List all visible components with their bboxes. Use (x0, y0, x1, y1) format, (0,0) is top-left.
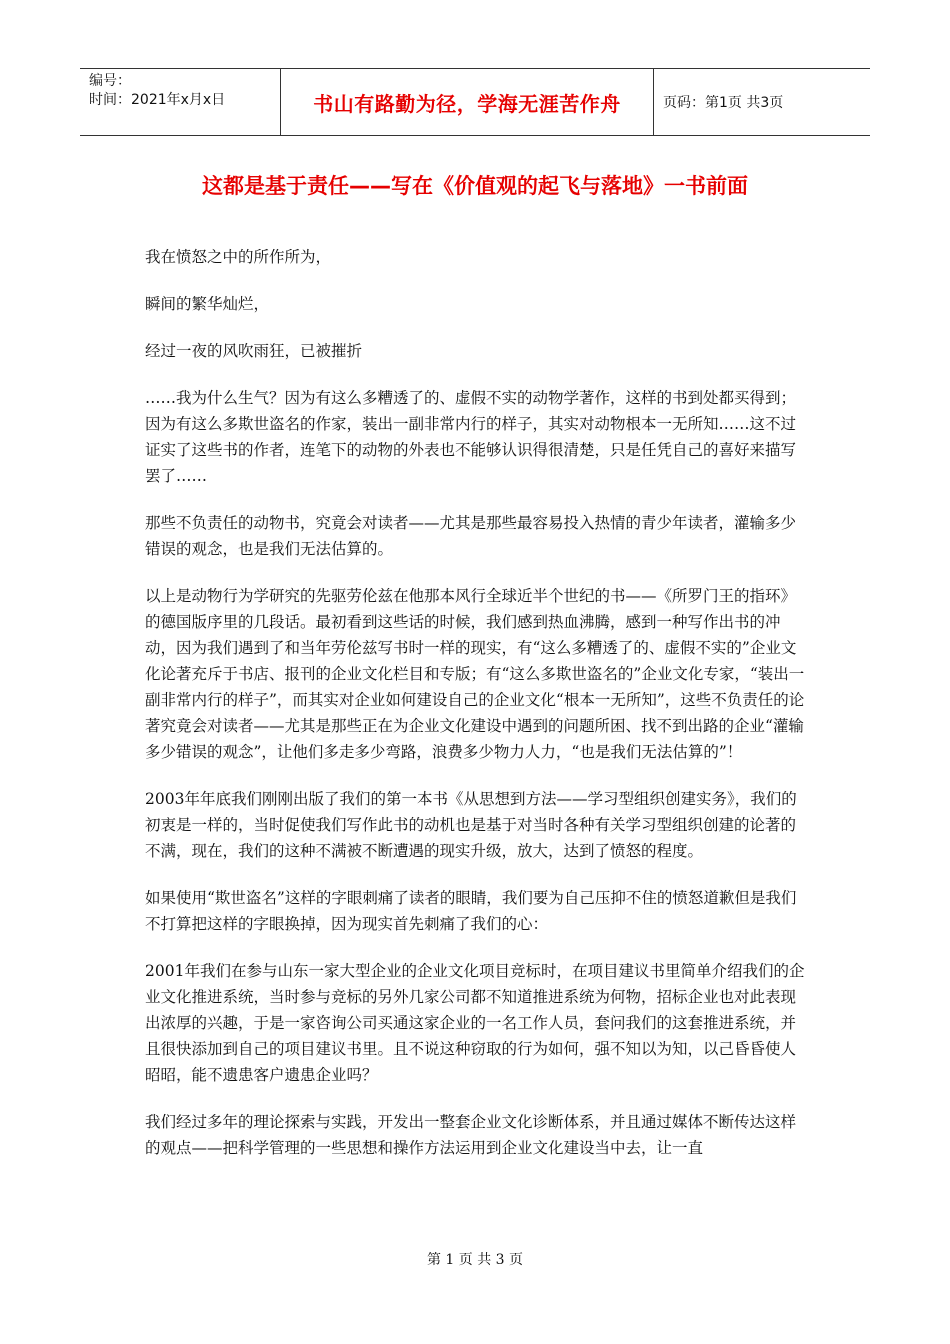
body-paragraph: 如果使用“欺世盗名”这样的字眼刺痛了读者的眼睛，我们要为自己压抑不住的愤怒道歉但是我们不打算把这样的字眼换掉，因为现实首先刺痛了我们的心： (145, 889, 797, 933)
header-motto: 书山有路勤为径，学海无涯苦作舟 (281, 69, 654, 135)
body-paragraph: 瞬间的繁华灿烂， (145, 295, 270, 313)
document-number-label: 编号： (89, 73, 131, 89)
body-paragraph: 我在愤怒之中的所作所为， (145, 248, 332, 266)
body-paragraph: ……我为什么生气？因为有这么多糟透了的、虚假不实的动物学著作，这样的书到处都买得到；因为有这么多欺世盗名的作家，装出一副非常内行的样子，其实对动物根本一无所知……这不过证实了这些书的作者，连笔下的动物的外表也不能够认识得很清楚，只是任凭自己的喜好来描写罢了…… (145, 389, 797, 485)
document-date-label: 时间：2021年x月x日 (89, 92, 226, 108)
header-meta-cell (80, 69, 281, 135)
body-paragraph: 我们经过多年的理论探索与实践，开发出一整套企业文化诊断体系，并且通过媒体不断传达这样的观点——把科学管理的一些思想和操作方法运用到企业文化建设当中去，让一直 (145, 1113, 797, 1157)
body-paragraph: 2001年我们在参与山东一家大型企业的企业文化项目竞标时，在项目建议书里简单介绍我们的企业文化推进系统，当时参与竞标的另外几家公司都不知道推进系统为何物，招标企业也对此表现出浓厚的兴趣，于是一家咨询公司买通这家企业的一名工作人员，套问我们的这套推进系统，并且很快添加到自己的项目建议书里。且不说这种窃取的行为如何，强不知以为知，以己昏昏使人昭昭，能不遗患客户遗患企业吗？ (145, 962, 805, 1084)
page-header (80, 68, 870, 136)
body-paragraph: 那些不负责任的动物书，究竟会对读者——尤其是那些最容易投入热情的青少年读者，灌输多少错误的观念，也是我们无法估算的。 (145, 514, 797, 558)
body-paragraph: 以上是动物行为学研究的先驱劳伦兹在他那本风行全球近半个世纪的书——《所罗门王的指环》的德国版序里的几段话。最初看到这些话的时候，我们感到热血沸腾，感到一种写作出书的冲动，因为我们遇到了和当年劳伦兹写书时一样的现实，有“这么多糟透了的、虚假不实的”企业文化论著充斥于书店、报刊的企业文化栏目和专版；有“这么多欺世盗名的”企业文化专家，“装出一副非常内行的样子”，而其实对企业如何建设自己的企业文化“根本一无所知”，这些不负责任的论著究竟会对读者——尤其是那些正在为企业文化建设中遇到的问题所困、找不到出路的企业“灌输多少错误的观念”，让他们多走多少弯路，浪费多少物力人力，“也是我们无法估算的”！ (145, 587, 805, 761)
document-body (145, 244, 811, 1182)
header-page-info: 页码：第1页 共3页 (663, 95, 784, 111)
document-title: 这都是基于责任——写在《价值观的起飞与落地》一书前面 (202, 174, 748, 198)
page-footer: 第 1 页 共 3 页 (426, 1252, 524, 1268)
body-paragraph: 经过一夜的风吹雨狂，已被摧折 (145, 342, 363, 360)
body-paragraph: 2003年年底我们刚刚出版了我们的第一本书《从思想到方法——学习型组织创建实务》，我们的初衷是一样的，当时促使我们写作此书的动机也是基于对当时各种有关学习型组织创建的论著的不满，现在，我们的这种不满被不断遭遇的现实升级，放大，达到了愤怒的程度。 (145, 790, 797, 860)
